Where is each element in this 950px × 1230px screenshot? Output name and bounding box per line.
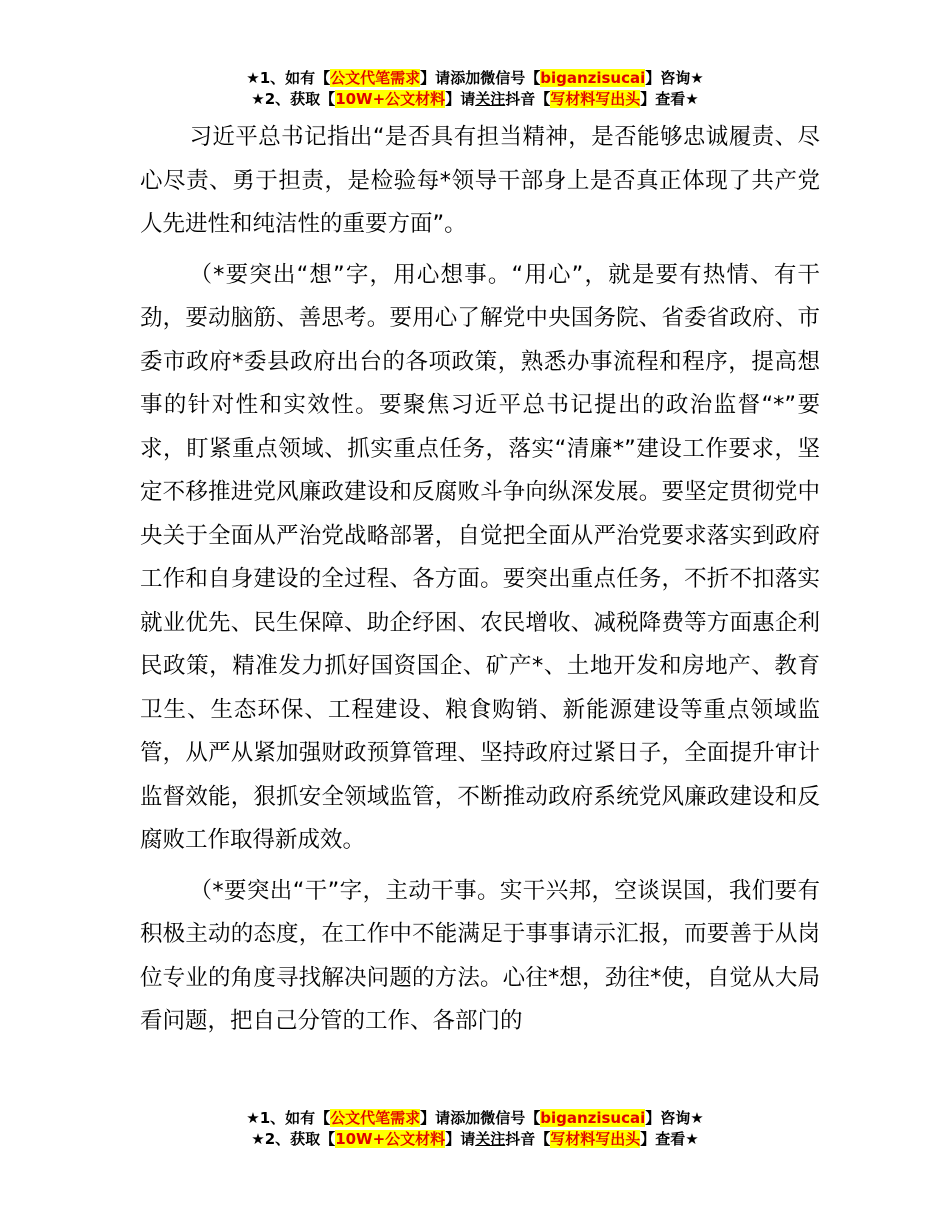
highlight-text: 公文代笔需求 <box>330 1109 421 1127</box>
highlight-text: biganzisucai <box>540 69 646 87</box>
banner-text: 】咨询★ <box>645 69 704 87</box>
banner-text: 】请 <box>445 1130 476 1148</box>
footer-banner <box>0 1108 950 1150</box>
banner-text: 2、获取【 <box>264 90 336 108</box>
star-icon: ★ <box>251 90 265 108</box>
banner-text: 关注 <box>475 90 506 108</box>
banner-text: 关注 <box>475 1130 506 1148</box>
banner-text: 抖音【 <box>505 1130 551 1148</box>
banner-text: 2、获取【 <box>264 1130 336 1148</box>
highlight-text: 写材料写出头 <box>550 1130 641 1148</box>
paragraph-intro: 习近平总书记指出“是否具有担当精神，是否能够忠诚履责、尽心尽责、勇于担责，是检验每*领导干部身上是否真正体现了共产党人先进性和纯洁性的重要方面”。 <box>140 124 820 237</box>
banner-text: 】请 <box>445 90 476 108</box>
banner-text: 添加 <box>450 1109 481 1127</box>
highlight-text: 10W+公文材料 <box>335 90 446 108</box>
paragraph-think: （*要突出“想”字，用心想事。“用心”，就是要有热情、有干劲，要动脑筋、善思考。要用心了解党中央国务院、省委省政府、市委市政府*委县政府出台的各项政策，熟悉办事流程和程序，提高想事的针对性和实效性。要聚焦习近平总书记提出的政治监督“*”要求，盯紧重点领域、抓实重点任务，落实“清廉*”建设工作要求，坚定不移推进党风廉政建设和反腐败斗争向纵深发展。要坚定贯彻党中央关于全面从严治党战略部署，自觉把全面从严治党要求落实到政府工作和自身建设的全过程、各方面。要突出重点任务，不折不扣落实就业优先、民生保障、助企纾困、农民增收、减税降费等方面惠企利民政策，精准发力抓好国资国企、矿产*、土地开发和房地产、教育卫生、生态环保、工程建设、粮食购销、新能源建设等重点领域监管，从严从紧加强财政预算管理、坚持政府过紧日子，全面提升审计监督效能，狠抓安全领域监管，不断推动政府系统党风廉政建设和反腐败工作取得新成效。 <box>140 261 820 853</box>
highlight-text: 10W+公文材料 <box>335 1130 446 1148</box>
banner-text: 】查看★ <box>640 1130 699 1148</box>
document-body <box>140 116 820 1051</box>
banner-text: 1、如有【 <box>259 69 331 87</box>
banner-text: 添加 <box>450 69 481 87</box>
banner-text: 】咨询★ <box>645 1109 704 1127</box>
banner-line-1 <box>0 68 950 89</box>
banner-line-2 <box>0 1129 950 1150</box>
star-icon: ★ <box>251 1130 265 1148</box>
header-banner <box>0 68 950 110</box>
paragraph-act: （*要突出“干”字，主动干事。实干兴邦，空谈误国，我们要有积极主动的态度，在工作中不能满足于事事请示汇报，而要善于从岗位专业的角度寻找解决问题的方法。心往*想，劲往*使，自觉从大局看问题，把自己分管的工作、各部门的 <box>140 877 820 1034</box>
banner-text: 】请 <box>420 1109 451 1127</box>
banner-text: 】查看★ <box>640 90 699 108</box>
banner-line-2 <box>0 89 950 110</box>
star-icon: ★ <box>246 69 260 87</box>
banner-text: 抖音【 <box>505 90 551 108</box>
banner-text: 微信号【 <box>480 69 541 87</box>
highlight-text: 写材料写出头 <box>550 90 641 108</box>
highlight-text: biganzisucai <box>540 1109 646 1127</box>
star-icon: ★ <box>246 1109 260 1127</box>
highlight-text: 公文代笔需求 <box>330 69 421 87</box>
banner-text: 】请 <box>420 69 451 87</box>
banner-text: 微信号【 <box>480 1109 541 1127</box>
banner-line-1 <box>0 1108 950 1129</box>
banner-text: 1、如有【 <box>259 1109 331 1127</box>
